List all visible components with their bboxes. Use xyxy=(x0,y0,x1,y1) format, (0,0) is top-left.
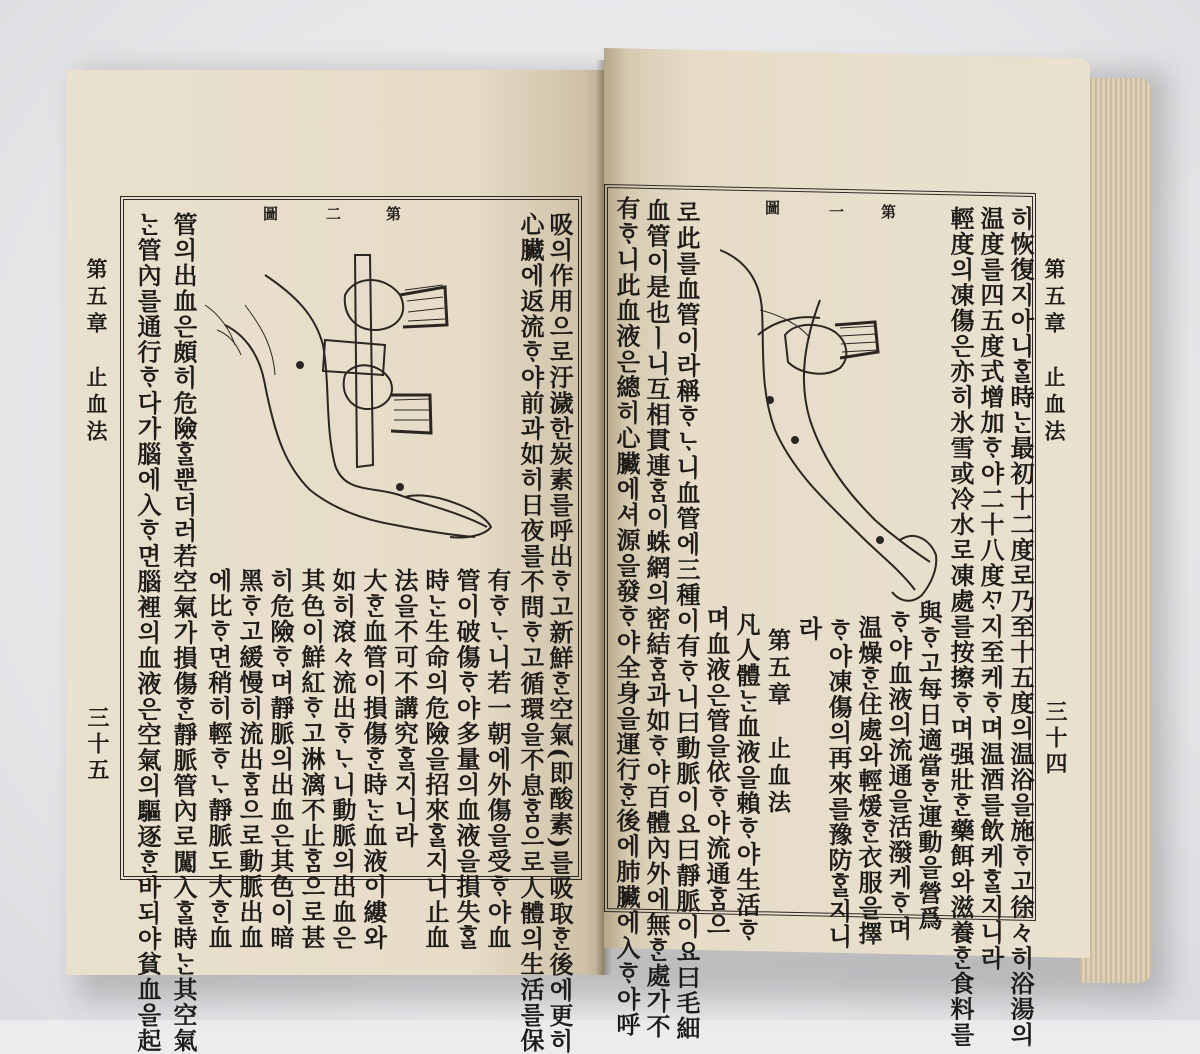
right-text-column: 로此를血管이라稱ᄒᆞᄂᆞ니血管에三種이有ᄒᆞ니曰動脈이요曰靜脈이요曰毛細 xyxy=(672,200,701,1042)
left-text-column: 心臟에返流ᄒᆞ야前과如히日夜를不問ᄒᆞ고循環을不息ᄒᆞᆷ으로人體의生活를保 xyxy=(516,212,545,1054)
figure-label-char: 一 xyxy=(827,204,845,219)
right-text-column: 凡人體ᄂᆞᆫ血液을賴ᄒᆞ야生活ᄒᆞ xyxy=(732,612,761,944)
left-text-column: 其色이鮮紅ᄒᆞ고淋漓不止ᄒᆞᆷ으로甚 xyxy=(297,568,326,951)
left-text-column: 管이破傷ᄒᆞ야多量의血液을損失ᄒᆞᆯ xyxy=(452,568,481,951)
right-text-column: 輕度의凍傷은亦히氷雪或冷水로凍處를按擦ᄒᆞ며强壯ᄒᆞᆫ藥餌와滋養ᄒᆞᆫ食料를 xyxy=(946,206,975,1048)
left-text-column: 黑ᄒᆞ고緩慢히流出ᄒᆞᆷ으로動脈出血 xyxy=(235,568,264,951)
right-text-column: 温度를四五度式增加ᄒᆞ야二十八度ᄭᆞ지至케ᄒᆞ며温酒를飲케ᄒᆞᆯ지니라 xyxy=(976,206,1005,971)
right-running-head: 第五章 止血法 xyxy=(1042,258,1067,447)
left-text-column: ᄂᆞᆫ管內를通行ᄒᆞ다가腦에入ᄒᆞ면腦裡의血液은空氣의驅逐ᄒᆞᆫ바되야貧血을起 xyxy=(133,212,162,1054)
left-text-column: 大ᄒᆞᆫ血管이損傷ᄒᆞᆫ時ᄂᆞᆫ血液이縷와 xyxy=(359,568,388,951)
left-text-column: 에比ᄒᆞ면稍히輕ᄒᆞᄂᆞ靜脈도大ᄒᆞᆫ血 xyxy=(204,568,233,951)
tourniquet-arm-illustration xyxy=(205,235,505,555)
left-text-column: 히危險ᄒᆞ며靜脈의出血은其色이暗 xyxy=(266,568,295,951)
right-page-number: 三十四 xyxy=(1042,700,1068,778)
right-text-column: 温燥ᄒᆞᆫ住處와輕煖ᄒᆞᆫ衣服을擇 xyxy=(854,615,883,947)
left-text-column: 管의出血은頗히危險ᄒᆞᆯ뿐더러若空氣가損傷ᄒᆞᆫ靜脈管內로闖入ᄒᆞᆯ時ᄂᆞᆫ其空氣 xyxy=(169,212,198,1054)
section-heading: 第五章 止血法 xyxy=(764,628,791,817)
left-text-column: 吸의作用으로汙濊한炭素를呼出ᄒᆞ고新鮮ᄒᆞᆫ空氣(即酸素)를吸取ᄒᆞᆫ後에更히 xyxy=(545,212,574,1054)
figure-label-char: 圖 xyxy=(261,206,279,221)
page-edges xyxy=(1080,78,1152,984)
figure-label-char: 第 xyxy=(384,206,402,221)
right-text-column: 血管이是也ㅣ니互相貫連ᄒᆞᆷ이蛛網의密結ᄒᆞᆷ과如ᄒᆞ야百體內外에無ᄒᆞᆫ處가不 xyxy=(642,198,671,1040)
right-text-column: 有ᄒᆞ니此血液은總히心臟에셔源을發ᄒᆞ야全身을運行ᄒᆞᆫ後에肺臟에入ᄒᆞ야呼 xyxy=(612,196,641,1038)
right-text-column: 라 xyxy=(794,616,823,642)
left-text-column: 時ᄂᆞᆫ生命의危險을招來ᄒᆞᆯ지니止血 xyxy=(421,568,450,951)
figure-label-char: 第 xyxy=(879,204,897,219)
left-text-column: 有ᄒᆞᄂᆞ니若一朝에外傷을受ᄒᆞ야血 xyxy=(483,568,512,951)
arm-pressure-point-illustration xyxy=(700,240,940,610)
left-text-column: 如히滾々流出ᄒᆞᄂᆞ니動脈의出血은 xyxy=(328,568,357,951)
right-text-column: ᄒᆞ야凍傷의再來를豫防ᄒᆞᆯ지니 xyxy=(824,618,853,950)
right-text-column: 히恢復지아니ᄒᆞᆯ時ᄂᆞᆫ最初十二度로乃至十五度의温浴을施ᄒᆞ고徐々히浴湯의 xyxy=(1006,206,1035,1048)
right-text-column: 與ᄒᆞ고每日適當ᄒᆞᆫ運動을營爲 xyxy=(914,600,943,932)
left-page-number: 三十五 xyxy=(84,706,110,784)
right-text-column: ᄒᆞ야血液의流通을活潑케ᄒᆞ며 xyxy=(884,610,913,942)
figure-label-char: 圖 xyxy=(763,200,781,215)
left-text-column: 法을不可不講究ᄒᆞᆯ지니라 xyxy=(390,568,419,849)
figure-label-char: 二 xyxy=(324,206,342,221)
left-running-head: 第五章 止血法 xyxy=(84,258,109,447)
right-text-column: 며血液은管을依ᄒᆞ야流通ᄒᆞᆷ으 xyxy=(702,606,731,938)
